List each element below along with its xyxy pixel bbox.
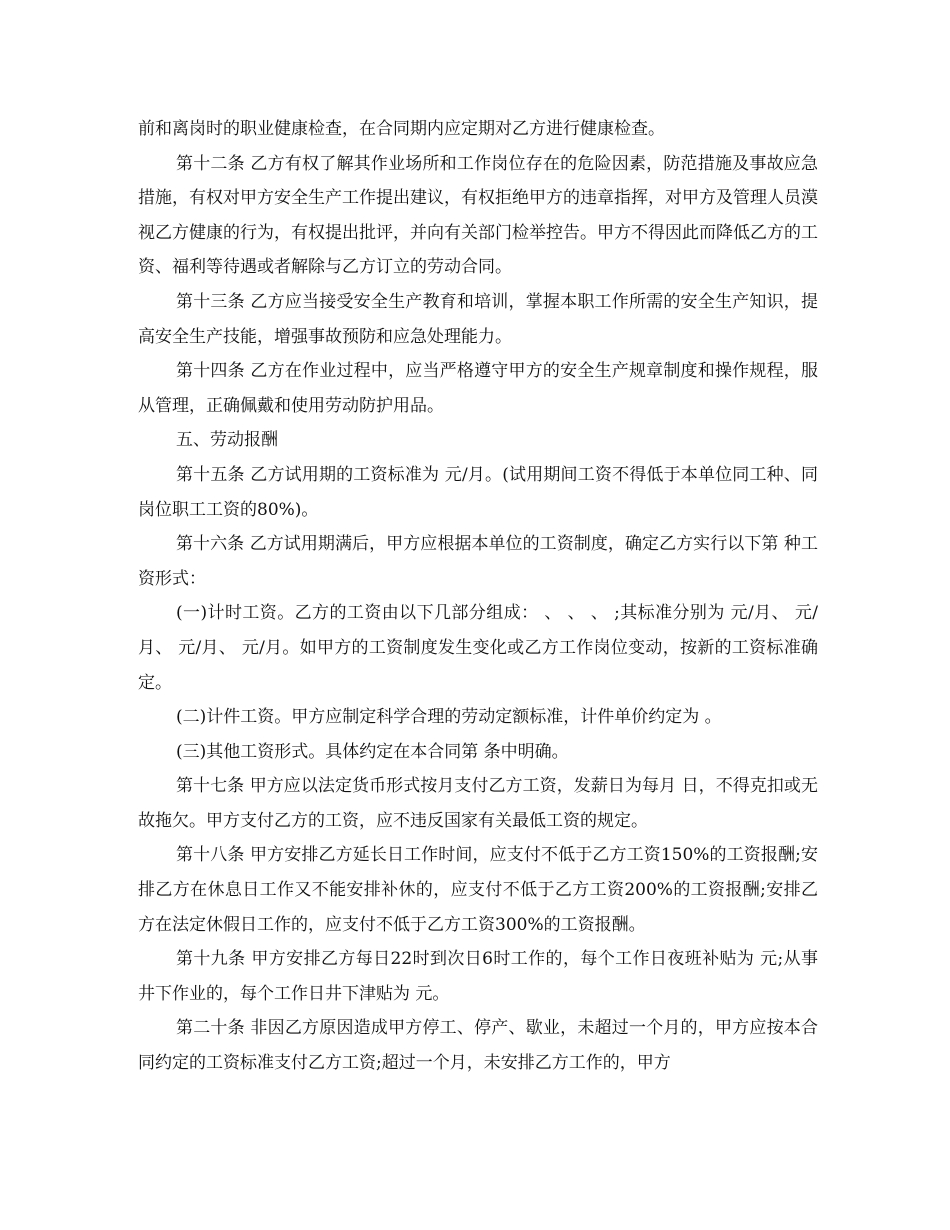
paragraph-article-14: 第十四条 乙方在作业过程中，应当严格遵守甲方的安全生产规章制度和操作规程，服从管理，正确佩戴和使用劳动防护用品。 <box>138 361 818 416</box>
paragraph-other-wage: (三)其他工资形式。具体约定在本合同第 条中明确。 <box>176 741 569 762</box>
paragraph-article-18: 第十八条 甲方安排乙方延长日工作时间，应支付不低于乙方工资150%的工资报酬;安排乙方在休息日工作又不能安排补休的，应支付不低于乙方工资200%的工资报酬;安排乙方在法定休假日工作的，应支付不低于乙方工资300%的工资报酬。 <box>138 845 818 935</box>
paragraph-article-19: 第十九条 甲方安排乙方每日22时到次日6时工作的，每个工作日夜班补贴为 元;从事井下作业的，每个工作日井下津贴为 元。 <box>138 949 818 1004</box>
paragraph-article-12: 第十二条 乙方有权了解其作业场所和工作岗位存在的危险因素，防范措施及事故应急措施，有权对甲方安全生产工作提出建议，有权拒绝甲方的违章指挥，对甲方及管理人员漠视乙方健康的行为，有权提出批评，并向有关部门检举控告。甲方不得因此而降低乙方的工资、福利等待遇或者解除与乙方订立的劳动合同。 <box>138 153 818 278</box>
paragraph-piece-wage: (二)计件工资。甲方应制定科学合理的劳动定额标准，计件单价约定为 。 <box>176 707 722 728</box>
paragraph-article-16: 第十六条 乙方试用期满后，甲方应根据本单位的工资制度，确定乙方实行以下第 种工资形式： <box>138 534 818 589</box>
paragraph-article-17: 第十七条 甲方应以法定货币形式按月支付乙方工资，发薪日为每月 日，不得克扣或无故拖欠。甲方支付乙方的工资，应不违反国家有关最低工资的规定。 <box>138 776 818 831</box>
section-heading-labor-remuneration: 五、劳动报酬 <box>176 430 278 451</box>
paragraph-article-20: 第二十条 非因乙方原因造成甲方停工、停产、歇业，未超过一个月的，甲方应按本合同约定的工资标准支付乙方工资;超过一个月，未安排乙方工作的，甲方 <box>138 1018 818 1074</box>
paragraph-article-13: 第十三条 乙方应当接受安全生产教育和培训，掌握本职工作所需的安全生产知识，提高安全生产技能，增强事故预防和应急处理能力。 <box>138 291 818 347</box>
paragraph-article-15: 第十五条 乙方试用期的工资标准为 元/月。(试用期间工资不得低于本单位同工种、同岗位职工工资的80%)。 <box>138 464 818 520</box>
paragraph-health-check-continuation: 前和离岗时的职业健康检查，在合同期内应定期对乙方进行健康检查。 <box>138 119 665 139</box>
paragraph-time-wage: (一)计时工资。乙方的工资由以下几部分组成： 、 、 、 ;其标准分别为 元/月、 元/月、 元/月、 元/月。如甲方的工资制度发生变化或乙方工作岗位变动，按新的工资标准确定。 <box>138 603 818 693</box>
document-body <box>138 112 818 1081</box>
